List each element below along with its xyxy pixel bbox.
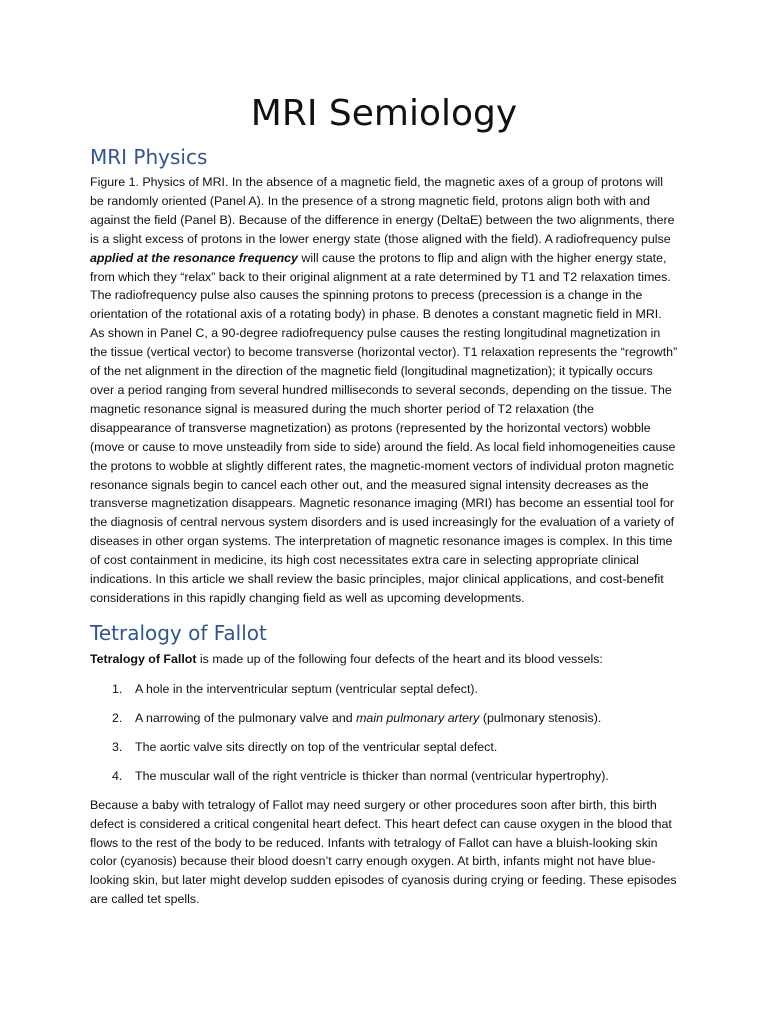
defects-list — [90, 680, 678, 785]
list-item-number: 2. — [112, 710, 123, 725]
document-title: MRI Semiology — [250, 93, 518, 134]
mri-physics-paragraph — [90, 173, 678, 608]
list-item — [90, 738, 678, 756]
list-item-italic: main pulmonary artery — [356, 710, 480, 725]
section-heading-mri-physics: MRI Physics — [90, 145, 208, 169]
list-item-text — [135, 709, 601, 727]
mri-physics-text-part2: will cause the protons to flip and align with the higher energy state, from which they “relax” back to their original alignment at a rate determined by T1 and T2 relaxation times. The radiofrequency pulse also causes the spinning protons to precess (precession is a change in the orientation of the rotational axis of a rotating body) in phase. B denotes a constant magnetic field in MRI. As shown in Panel C, a 90-degree radiofrequency pulse causes the resting longitudinal magnetization in the tissue (vertical vector) to become transverse (horizontal vector). T1 relaxation represents the “regrowth” of the net alignment in the direction of the magnetic field (longitudinal magnetization); it typically occurs over a period ranging from several hundred milliseconds to several seconds, depending on the tissue. The magnetic resonance signal is measured during the much shorter period of T2 relaxation (the disappearance of transverse magnetization) as protons (represented by the horizontal vectors) wobble (move or cause to move unsteadily from side to side) around the field. As local field inhomogeneities cause the protons to wobble at slightly different rates, the magnetic-moment vectors of individual proton magnetic resonance signals begin to cancel each other out, and the measured signal intensity decreases as the transverse magnetization disappears. Magnetic resonance imaging (MRI) has become an essential tool for the diagnosis of central nervous system disorders and is used increasingly for the evaluation of a variety of diseases in other organ systems. The interpretation of magnetic resonance images is complex. In this time of cost containment in medicine, its high cost necessitates extra care in selecting appropriate clinical indications. In this article we shall review the basic principles, major clinical applications, and cost-benefit considerations in this rapidly changing field as well as upcoming developments. — [90, 250, 678, 605]
list-item-number: 4. — [112, 768, 123, 783]
list-item-text-pre: A narrowing of the pulmonary valve and — [135, 710, 357, 725]
mri-physics-text-part1: Figure 1. Physics of MRI. In the absence of a magnetic field, the magnetic axes of a group of protons will be randomly oriented (Panel A). In the presence of a strong magnetic field, protons align both with and against the field (Panel B). Because of the difference in energy (DeltaE) between the two alignments, there is a slight excess of protons in the lower energy state (those aligned with the field). A radiofrequency pulse — [90, 175, 675, 246]
list-item-text: A hole in the interventricular septum (ventricular septal defect). — [135, 681, 478, 696]
list-item — [90, 767, 678, 785]
tof-intro-paragraph — [90, 650, 678, 669]
list-item-number: 3. — [112, 739, 123, 754]
list-item — [90, 680, 678, 698]
list-item-text: The aortic valve sits directly on top of the ventricular septal defect. — [135, 739, 498, 754]
tof-closing-paragraph: Because a baby with tetralogy of Fallot may need surgery or other procedures soon after birth, this birth defect is considered a critical congenital heart defect. This heart defect can cause oxygen in the blood that flows to the rest of the body to be reduced. Infants with tetralogy of Fallot can have a bluish-looking skin color (cyanosis) because their blood doesn’t carry enough oxygen. At birth, infants might not have blue-looking skin, but later might develop sudden episodes of cyanosis during crying or feeding. These episodes are called tet spells. — [90, 797, 677, 907]
section-heading-tetralogy-of-fallot: Tetralogy of Fallot — [90, 620, 267, 645]
mri-physics-emphasis: applied at the resonance frequency — [90, 250, 298, 265]
list-item — [90, 709, 678, 727]
list-item-text-post: (pulmonary stenosis). — [479, 710, 602, 725]
list-item-number: 1. — [112, 681, 123, 696]
tof-intro-bold: Tetralogy of Fallot — [90, 651, 197, 666]
list-item-text: The muscular wall of the right ventricle is thicker than normal (ventricular hypertrophy). — [135, 768, 609, 783]
tof-intro-rest: is made up of the following four defects of the heart and its blood vessels: — [196, 651, 603, 666]
